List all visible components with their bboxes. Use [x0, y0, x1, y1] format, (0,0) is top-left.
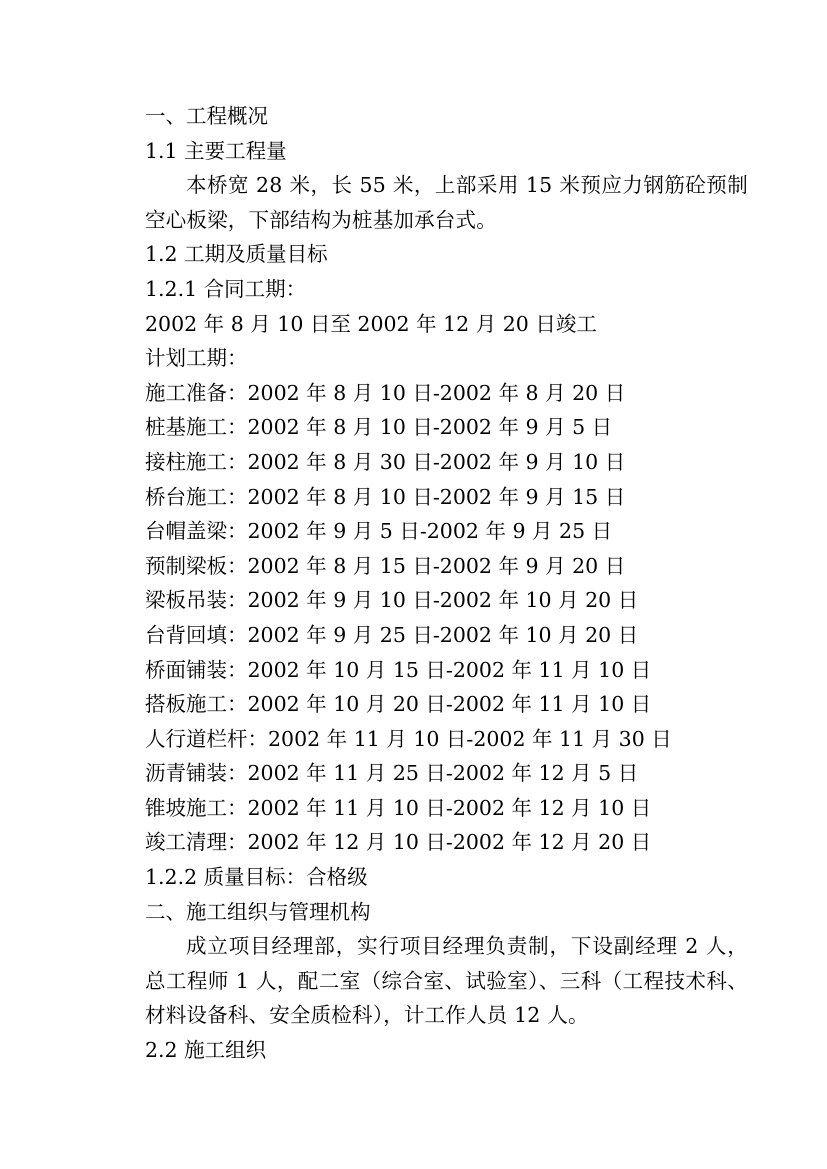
- contract-period-text: 2002 年 8 月 10 日至 2002 年 12 月 20 日竣工: [145, 311, 597, 336]
- schedule-list: [145, 376, 748, 860]
- plan-period-heading: 计划工期：: [145, 346, 248, 371]
- schedule-item-dates: 2002 年 8 月 30 日-2002 年 9 月 10 日: [247, 449, 626, 474]
- schedule-item-label: 桥面铺装：: [145, 657, 248, 682]
- schedule-item: [145, 549, 748, 584]
- schedule-item: [145, 825, 748, 860]
- schedule-item-label: 人行道栏杆：: [145, 726, 268, 751]
- schedule-item-dates: 2002 年 8 月 10 日-2002 年 9 月 15 日: [247, 484, 626, 509]
- schedule-item-dates: 2002 年 9 月 5 日-2002 年 9 月 25 日: [247, 519, 613, 544]
- schedule-item: [145, 583, 748, 618]
- schedule-item-dates: 2002 年 10 月 15 日-2002 年 11 月 10 日: [247, 657, 652, 682]
- section-2-2-heading: 2.2 施工组织: [145, 1038, 267, 1063]
- schedule-item-label: 台背回填：: [145, 622, 248, 647]
- schedule-item: [145, 376, 748, 411]
- section-1-1-heading: 1.1 主要工程量: [145, 138, 287, 163]
- schedule-item: [145, 756, 748, 791]
- schedule-item: [145, 445, 748, 480]
- schedule-item: [145, 480, 748, 515]
- document-body: [145, 99, 748, 1068]
- schedule-item-label: 桥台施工：: [145, 484, 248, 509]
- schedule-item: [145, 791, 748, 826]
- schedule-item-label: 竣工清理：: [145, 830, 248, 855]
- quantities-paragraph: 本桥宽 28 米，长 55 米，上部采用 15 米预应力钢筋砼预制空心板梁，下部结构为桩基加承台式。: [145, 173, 748, 232]
- schedule-item-dates: 2002 年 9 月 10 日-2002 年 10 月 20 日: [247, 588, 639, 613]
- schedule-item: [145, 722, 748, 757]
- schedule-item-dates: 2002 年 8 月 10 日-2002 年 9 月 5 日: [247, 415, 613, 440]
- schedule-item-label: 桩基施工：: [145, 415, 248, 440]
- schedule-item-dates: 2002 年 8 月 10 日-2002 年 8 月 20 日: [247, 380, 626, 405]
- schedule-item-label: 预制梁板：: [145, 553, 248, 578]
- schedule-item: [145, 618, 748, 653]
- schedule-item-label: 施工准备：: [145, 380, 248, 405]
- section-1-heading: 一、工程概况: [145, 104, 268, 128]
- section-1-2-2-heading: 1.2.2 质量目标：合格级: [145, 865, 368, 890]
- schedule-item-dates: 2002 年 11 月 25 日-2002 年 12 月 5 日: [247, 761, 639, 786]
- schedule-item: [145, 687, 748, 722]
- organization-paragraph: 成立项目经理部，实行项目经理负责制，下设副经理 2 人，总工程师 1 人，配二室（综合室、试验室）、三科（工程技术科、材料设备科、安全质检科），计工作人员 12 人。: [145, 934, 748, 1028]
- section-1-2-heading: 1.2 工期及质量目标: [145, 242, 328, 267]
- schedule-item-dates: 2002 年 8 月 15 日-2002 年 9 月 20 日: [247, 553, 626, 578]
- schedule-item-label: 台帽盖梁：: [145, 519, 248, 544]
- schedule-item-label: 锥坡施工：: [145, 795, 248, 820]
- schedule-item-dates: 2002 年 9 月 25 日-2002 年 10 月 20 日: [247, 622, 639, 647]
- schedule-item-label: 梁板吊装：: [145, 588, 248, 613]
- schedule-item-dates: 2002 年 12 月 10 日-2002 年 12 月 20 日: [247, 830, 652, 855]
- schedule-item-dates: 2002 年 11 月 10 日-2002 年 11 月 30 日: [268, 726, 672, 751]
- schedule-item-label: 沥青铺装：: [145, 761, 248, 786]
- section-2-heading: 二、施工组织与管理机构: [145, 899, 371, 924]
- schedule-item: [145, 410, 748, 445]
- schedule-item-dates: 2002 年 10 月 20 日-2002 年 11 月 10 日: [247, 692, 652, 717]
- schedule-item: [145, 653, 748, 688]
- section-1-2-1-heading: 1.2.1 合同工期：: [145, 276, 307, 301]
- schedule-item-label: 搭板施工：: [145, 692, 248, 717]
- schedule-item: [145, 514, 748, 549]
- schedule-item-dates: 2002 年 11 月 10 日-2002 年 12 月 10 日: [247, 795, 652, 820]
- schedule-item-label: 接柱施工：: [145, 449, 248, 474]
